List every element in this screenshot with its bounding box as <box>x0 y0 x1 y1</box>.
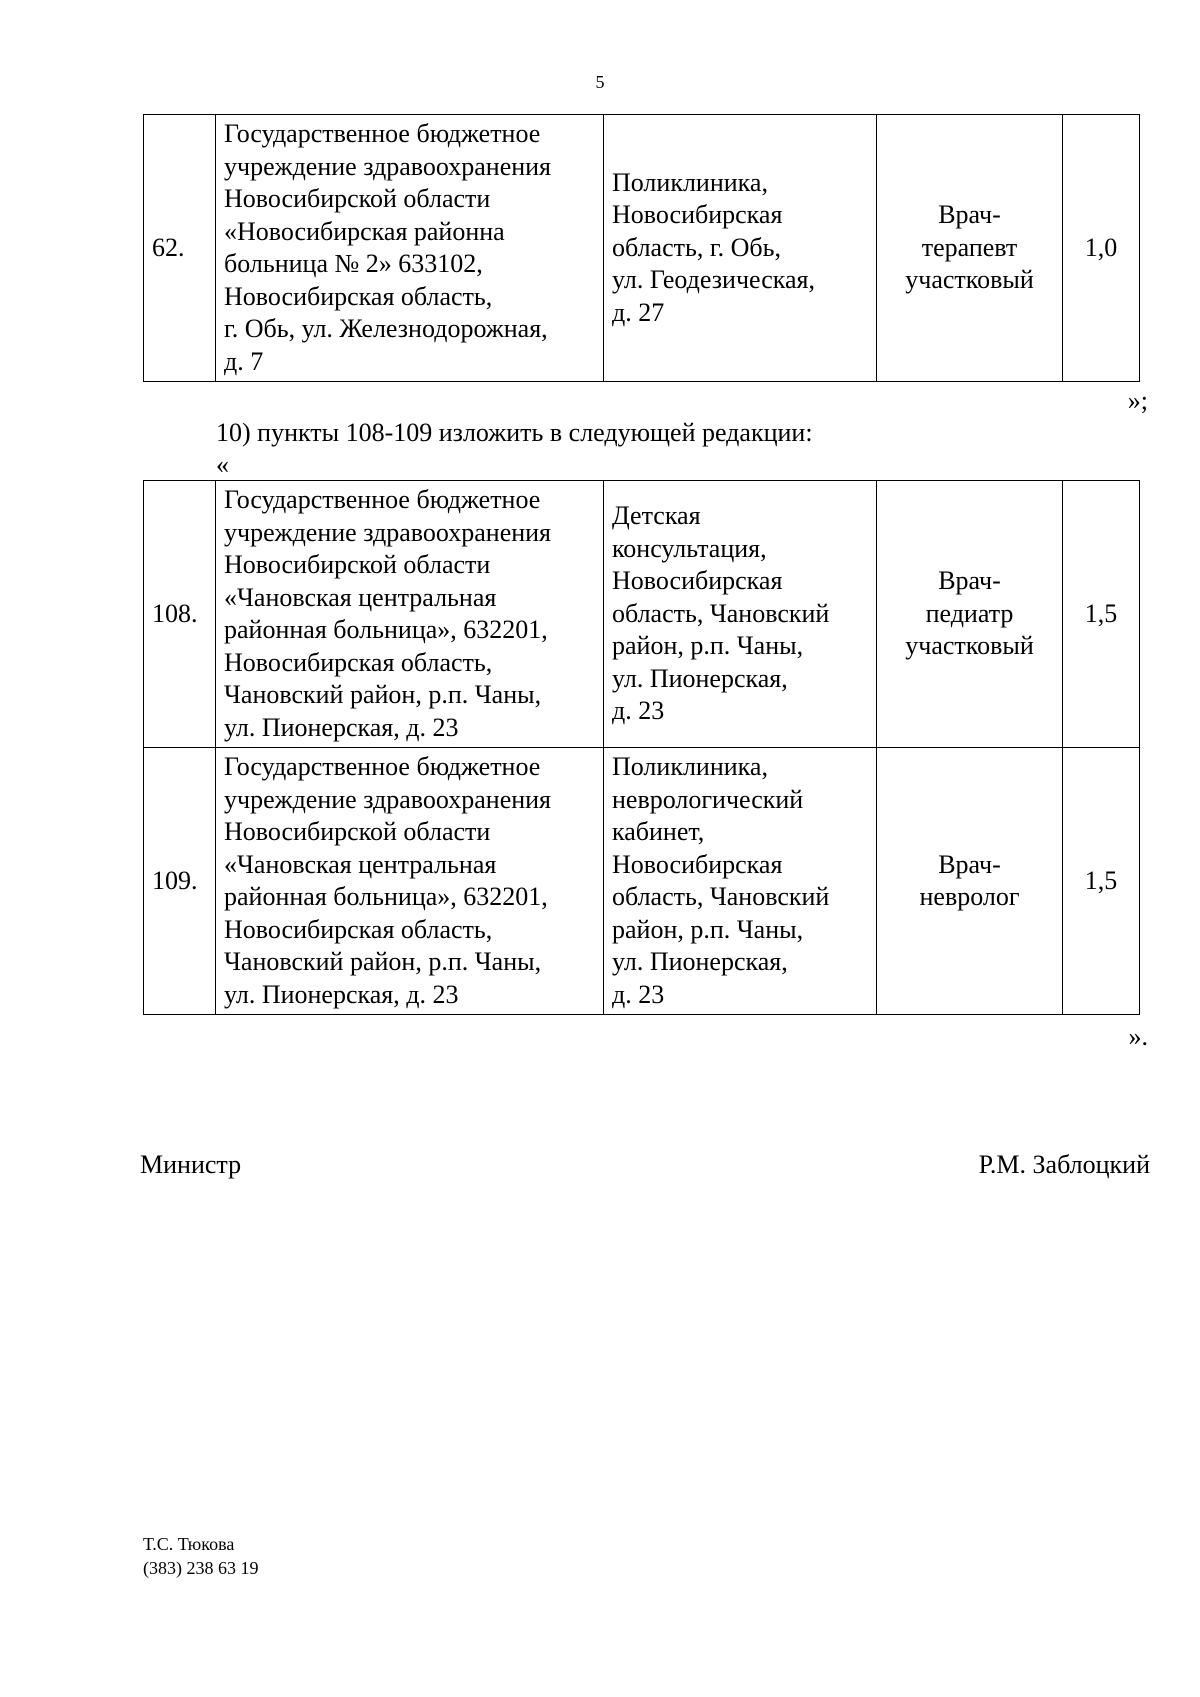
organization-line: «Чановская центральная <box>224 849 497 879</box>
row-number: 62. <box>144 115 216 382</box>
rate-cell: 1,5 <box>1063 748 1140 1015</box>
organization-line: Государственное бюджетное <box>224 119 541 148</box>
address-line: Детская <box>612 501 701 531</box>
signatory-title: Министр <box>140 1150 242 1179</box>
organization-line: Новосибирской области <box>224 550 491 579</box>
position-line: невролог <box>919 882 1020 911</box>
position-line: Врач- <box>938 566 1001 596</box>
address-line: Поликлиника, <box>612 752 768 781</box>
workplace-address-cell <box>604 748 877 1015</box>
closing-quote-final: ». <box>1128 1022 1148 1051</box>
address-line: ул. Пионерская, <box>612 663 788 693</box>
signatory-name: Р.М. Заблоцкий <box>978 1150 1150 1179</box>
organization-line: д. 7 <box>224 346 264 376</box>
organization-line: Новосибирской области <box>224 817 491 846</box>
position-cell <box>877 748 1063 1015</box>
address-line: ул. Геодезическая, <box>612 265 815 295</box>
organization-line: Новосибирская область, <box>224 914 493 944</box>
closing-quote: »; <box>1127 386 1148 415</box>
workplace-address-cell <box>604 481 877 748</box>
address-line: д. 23 <box>612 979 665 1009</box>
organization-line: г. Обь, ул. Железнодорожная, <box>224 314 548 343</box>
table-row <box>144 481 1140 748</box>
row-number: 108. <box>144 481 216 748</box>
organization-line: Новосибирская область, <box>224 281 493 311</box>
address-line: Новосибирская <box>612 200 783 230</box>
address-line: Поликлиника, <box>612 167 768 197</box>
executor-name: Т.С. Тюкова <box>143 1534 235 1554</box>
organization-line: Государственное бюджетное <box>224 485 541 514</box>
opening-quote: « <box>216 450 229 479</box>
address-line: неврологический <box>612 784 804 814</box>
organization-line: «Чановская центральная <box>224 582 497 612</box>
address-line: область, Чановский <box>612 598 830 628</box>
position-line: терапевт <box>921 232 1018 262</box>
page-number: 5 <box>595 72 605 92</box>
organization-line: Чановский район, р.п. Чаны, <box>224 680 542 709</box>
position-line: педиатр <box>925 598 1014 628</box>
amendment-instruction: 10) пункты 108-109 изложить в следующей редакции: <box>216 418 813 447</box>
organization-cell <box>216 115 604 382</box>
executor-block <box>143 1532 259 1580</box>
organization-line: учреждение здравоохранения <box>224 517 552 547</box>
organization-line: больница № 2» 633102, <box>224 249 483 278</box>
organization-cell <box>216 748 604 1015</box>
organization-line: Государственное бюджетное <box>224 752 541 781</box>
position-line: Врач- <box>938 200 1001 230</box>
organization-line: районная больница», 632201, <box>224 615 548 644</box>
table-row <box>144 115 1140 382</box>
address-line: район, р.п. Чаны, <box>612 914 804 944</box>
address-line: район, р.п. Чаны, <box>612 631 804 661</box>
organization-line: Новосибирская область, <box>224 647 493 677</box>
rate-cell: 1,0 <box>1063 115 1140 382</box>
address-line: д. 27 <box>612 297 665 327</box>
position-line: участковый <box>905 265 1034 295</box>
positions-table-1 <box>143 114 1140 382</box>
workplace-address-cell <box>604 115 877 382</box>
address-line: область, г. Обь, <box>612 232 781 262</box>
rate-cell: 1,5 <box>1063 481 1140 748</box>
position-cell <box>877 115 1063 382</box>
organization-line: учреждение здравоохранения <box>224 784 552 814</box>
address-line: Новосибирская <box>612 849 783 879</box>
organization-cell <box>216 481 604 748</box>
executor-phone: (383) 238 63 19 <box>143 1558 259 1578</box>
address-line: д. 23 <box>612 696 665 726</box>
address-line: кабинет, <box>612 817 705 846</box>
position-cell <box>877 481 1063 748</box>
address-line: ул. Пионерская, <box>612 947 788 976</box>
address-line: консультация, <box>612 533 767 563</box>
address-line: Новосибирская <box>612 566 783 596</box>
organization-line: ул. Пионерская, д. 23 <box>224 712 459 742</box>
organization-line: районная больница», 632201, <box>224 882 548 911</box>
organization-line: Чановский район, р.п. Чаны, <box>224 947 542 976</box>
position-line: участковый <box>905 631 1034 661</box>
row-number: 109. <box>144 748 216 1015</box>
table-row <box>144 748 1140 1015</box>
address-line: область, Чановский <box>612 882 830 911</box>
organization-line: ул. Пионерская, д. 23 <box>224 979 459 1009</box>
positions-table-2 <box>143 480 1140 1015</box>
organization-line: Новосибирской области <box>224 184 491 213</box>
organization-line: учреждение здравоохранения <box>224 151 552 181</box>
organization-line: «Новосибирская районна <box>224 216 505 246</box>
position-line: Врач- <box>938 849 1001 879</box>
